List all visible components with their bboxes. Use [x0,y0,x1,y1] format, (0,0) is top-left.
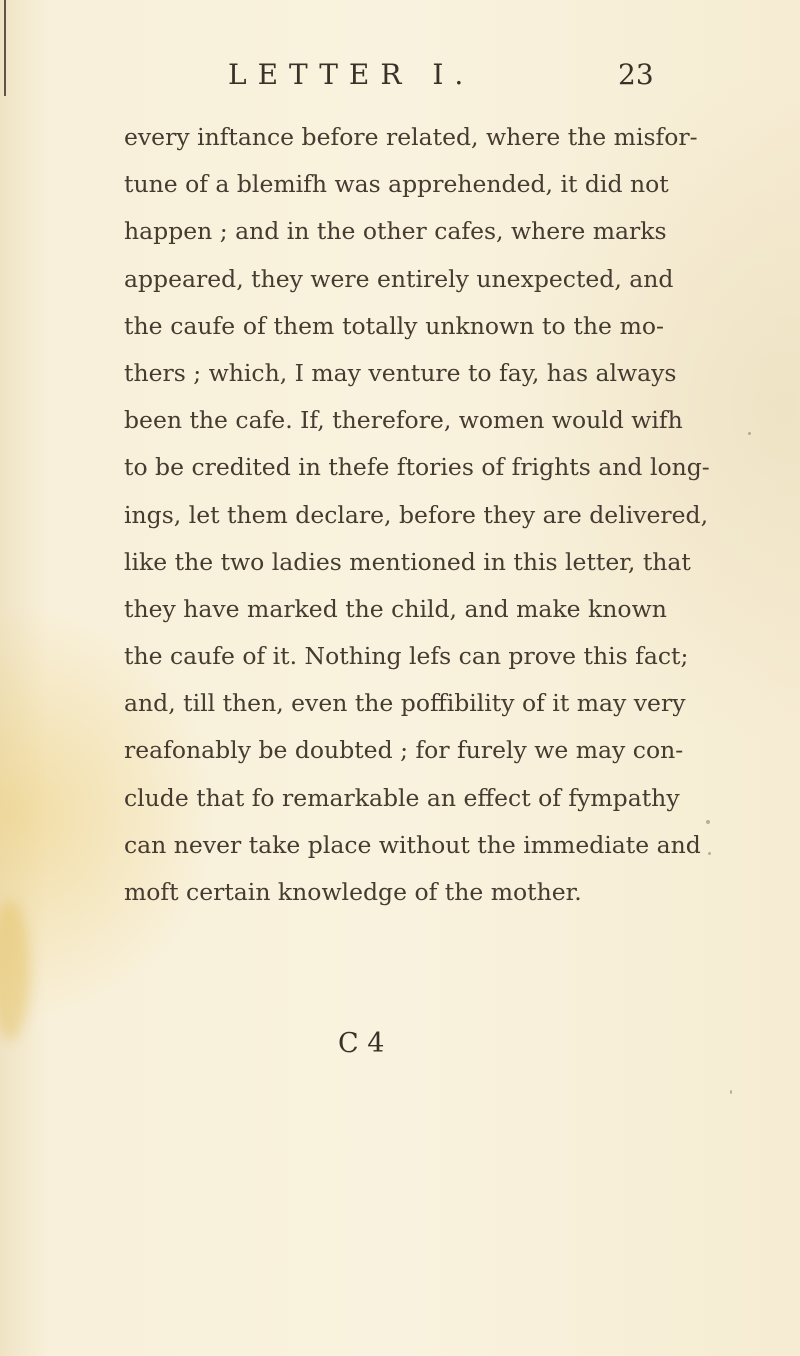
text-line: they have marked the child, and make known [124,594,667,623]
text-line: can never take place without the immediate and [124,830,701,859]
paper-speck [706,820,710,824]
text-line: reafonably be doubted ; for furely we may con- [124,736,684,765]
text-line: clude that fo remarkable an effect of fympathy [124,783,680,812]
text-line: to be credited in thefe ftories of frights and long- [124,453,710,482]
paper-stain [0,900,30,1040]
signature-mark: C 4 [338,1028,385,1059]
paper-speck [708,852,711,855]
text-line: tune of a blemifh was apprehended, it did not [124,170,669,199]
paper-speck [748,432,751,435]
running-head [0,58,800,98]
body-text [124,114,710,916]
text-line: thers ; which, I may venture to fay, has always [124,358,677,387]
text-line: every inftance before related, where the misfor- [124,123,698,151]
paper-speck [730,1090,732,1094]
text-line: ings, let them declare, before they are delivered, [124,500,709,529]
running-title: LETTER I. [228,58,475,91]
text-line: moft certain knowledge of the mother. [124,878,582,906]
text-line: the caufe of it. Nothing lefs can prove this fact; [124,642,689,671]
text-line: like the two ladies mentioned in this letter, that [124,547,691,576]
text-line: happen ; and in the other cafes, where marks [124,217,667,246]
page-number: 23 [618,58,654,91]
text-line: and, till then, even the poffibility of it may very [124,689,686,718]
text-line: been the cafe. If, therefore, women would wifh [124,406,683,435]
text-line: the caufe of them totally unknown to the mo- [124,311,664,340]
text-line: appeared, they were entirely unexpected, and [124,264,674,293]
